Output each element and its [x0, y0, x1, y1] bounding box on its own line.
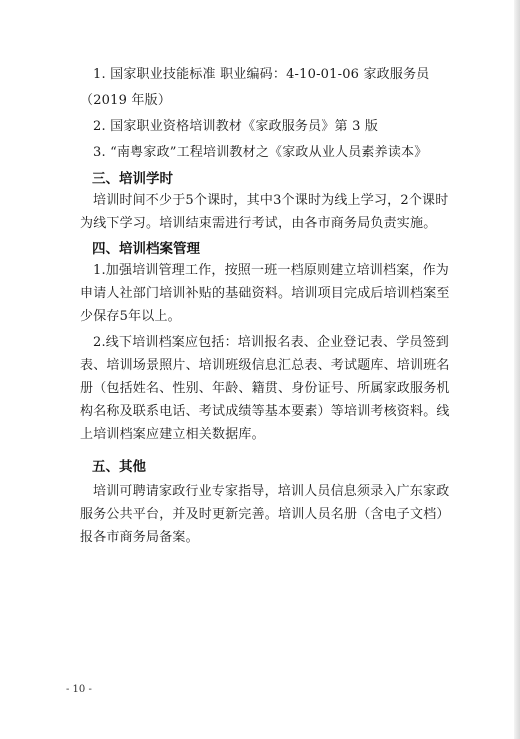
section-body-other: 培训可聘请家政行业专家指导，培训人员信息须录入广东家政服务公共平台，并及时更新完善。培训人员名册（含电子文档）报各市商务局备案。: [80, 484, 450, 545]
page-number: - 10 -: [66, 684, 92, 695]
section-heading-other: 五、其他: [92, 459, 146, 475]
page-edge-shadow: [514, 0, 520, 739]
reference-item-1: 1. 国家职业技能标准 职业编码：4-10-01-06 家政服务员（2019 年版）: [80, 67, 430, 108]
training-records-item-1: 1.加强培训管理工作，按照一班一档原则建立培训档案，作为申请人社部门培训补贴的基础资料。培训项目完成后培训档案至少保存5年以上。: [80, 263, 450, 324]
training-records-item-2: 2.线下培训档案应包括：培训报名表、企业登记表、学员签到表、培训场景照片、培训班级信息汇总表、考试题库、培训班名册（包括姓名、性别、年龄、籍贯、身份证号、所属家政服务机构名称及联系电话、考试成绩等基本要素）等培训考核资料。线上培训档案应建立相关数据库。: [80, 335, 450, 442]
reference-item-2: 2. 国家职业资格培训教材《家政服务员》第 3 版: [93, 119, 379, 134]
section-body-training-hours: 培训时间不少于5个课时，其中3个课时为线上学习，2个课时为线下学习。培训结束需进行考试，由各市商务局负责实施。: [80, 193, 449, 231]
section-heading-training-records: 四、培训档案管理: [92, 241, 200, 257]
section-heading-training-hours: 三、培训学时: [92, 171, 173, 187]
reference-item-3: 3. “南粤家政”工程培训教材之《家政从业人员素养读本》: [93, 145, 428, 160]
